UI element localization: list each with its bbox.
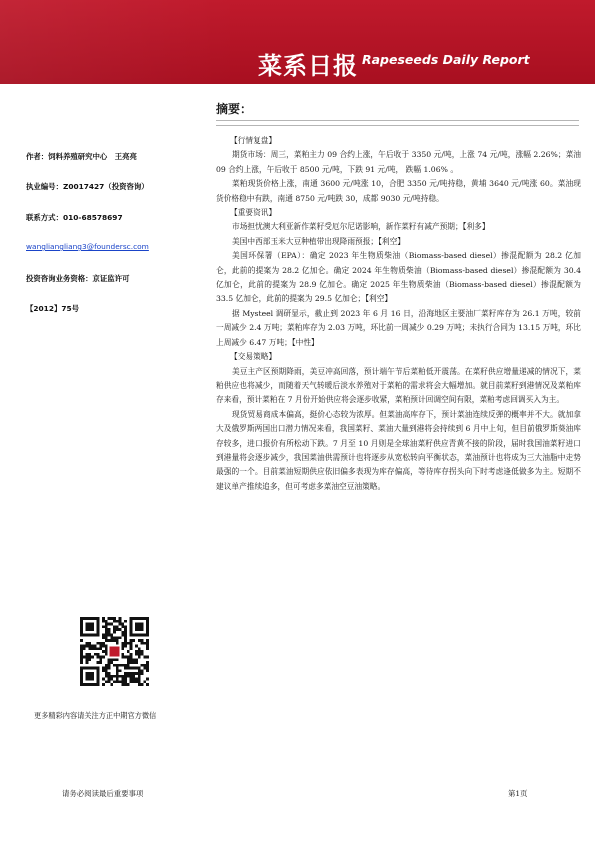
footer-disclaimer: 请务必阅读最后重要事项: [62, 789, 144, 798]
abstract-body: [216, 134, 581, 494]
author-line: 作者：饲料养殖研究中心 王亮亮: [26, 152, 137, 161]
wechat-qr-code: [80, 617, 149, 686]
body-paragraph: 期货市场：周三，菜粕主力 09 合约上涨，午后收于 3350 元/吨，上涨 74 元/吨，涨幅 2.26%；菜油 09 合约上涨，午后收于 8500 元/吨，下跌 91 元/吨， 跌幅 1.06% 。: [216, 150, 581, 174]
abstract-rule-top: [216, 120, 579, 121]
qualification-number: 【2012】75号: [26, 304, 80, 313]
report-title-cn: 菜系日报: [258, 52, 358, 80]
body-paragraph: 据 Mysteel 调研显示，截止到 2023 年 6 月 16 日，沿海地区主要油厂菜籽库存为 26.1 万吨，较前一周减少 2.4 万吨；菜粕库存为 2.03 万吨，环比前一周减少 0.29 万吨；未执行合同为 13.15 万吨，环比上周减少 6.47 万吨；【中性】: [216, 308, 581, 347]
body-paragraph: 市场担忧澳大利亚新作菜籽受厄尔尼诺影响，新作菜籽有减产预期；【利多】: [232, 222, 490, 232]
section-heading: 【行情复盘】: [230, 136, 277, 145]
email-link[interactable]: wangliangliang3@foundersc.com: [26, 242, 149, 251]
banner-shade: [0, 0, 240, 84]
section-heading: 【交易策略】: [230, 352, 277, 362]
section-heading: 【重要资讯】: [230, 208, 277, 218]
qr-caption: 更多精彩内容请关注方正中期官方微信: [34, 711, 157, 720]
body-paragraph: 美国环保署（EPA）：确定 2023 年生物质柴油（Biomass-based diesel）掺混配额为 28.2 亿加仑，此前的提案为 28.2 亿加仑。确定 2024 年生物质柴油（Biomass-based diesel）掺混配额为 30.4 亿加仑，此前的提案为 28.9 亿加仑。确定 2025 年生物质柴油（Biomass-based diesel）掺混配额为33.5 亿加仑，此前的提案为 29.5 亿加仑；【利空】: [216, 251, 581, 304]
body-paragraph: 美豆主产区预期降雨，美豆冲高回落，预计端午节后菜粕低开震荡。在菜籽供应增量递减的情况下，菜粕供应也将减少，而随着天气转暖后淡水养殖对于菜粕的需求将会大幅增加。就目前菜籽到港情况及菜粕库存来看，预计菜粕在 7 月份开始供应将会逐步收紧，菜粕预计回调空间有限，菜粕考虑回调买入为主。: [216, 366, 581, 405]
body-paragraph: 美国中西部玉米大豆种植带出现降雨预报；【利空】: [232, 236, 405, 246]
license-line: 执业编号：Z0017427（投资咨询）: [26, 182, 149, 191]
report-banner: [0, 0, 595, 84]
page-number: 第1页: [508, 789, 528, 798]
abstract-rule-bottom: [216, 125, 579, 126]
report-title-en: Rapeseeds Daily Report: [362, 52, 530, 67]
qualification-line: 投资咨询业务资格：京证监许可: [26, 274, 130, 283]
phone-line: 联系方式：010-68578697: [26, 213, 123, 222]
body-paragraph: 菜粕现货价格上涨，南通 3600 元/吨涨 10，合肥 3350 元/吨持稳，黄埔 3640 元/吨涨 60。菜油现货价格稳中有跌，南通 8750 元/吨跌 30，成都 9030 元/吨持稳。: [216, 179, 581, 203]
abstract-title: 摘要：: [216, 102, 253, 116]
body-paragraph: 现货贸易商成本偏高，挺价心态较为浓厚。但菜油高库存下，预计菜油连续反弹的概率并不大。就加拿大及俄罗斯两国出口潜力情况来看，我国菜籽、菜油大量到港将会持续到 6 月中上旬，但目前俄罗斯葵油库存较多，进口报价有所松动下跌。7 月至 10 月则是全球油菜籽供应青黄不接的阶段，届时我国油菜籽进口到港量将会逐步减少，我国菜油供需预计也将逐步从宽松转向平衡状态，菜油预计也将成为三大油脂中走势最强的一个。目前菜油短期供应依旧偏多表现为库存偏高，等待库存拐头向下时考虑逢低做多为主。短期不建议单产推续追多，但可考虑多菜油空豆油策略。: [216, 409, 581, 491]
